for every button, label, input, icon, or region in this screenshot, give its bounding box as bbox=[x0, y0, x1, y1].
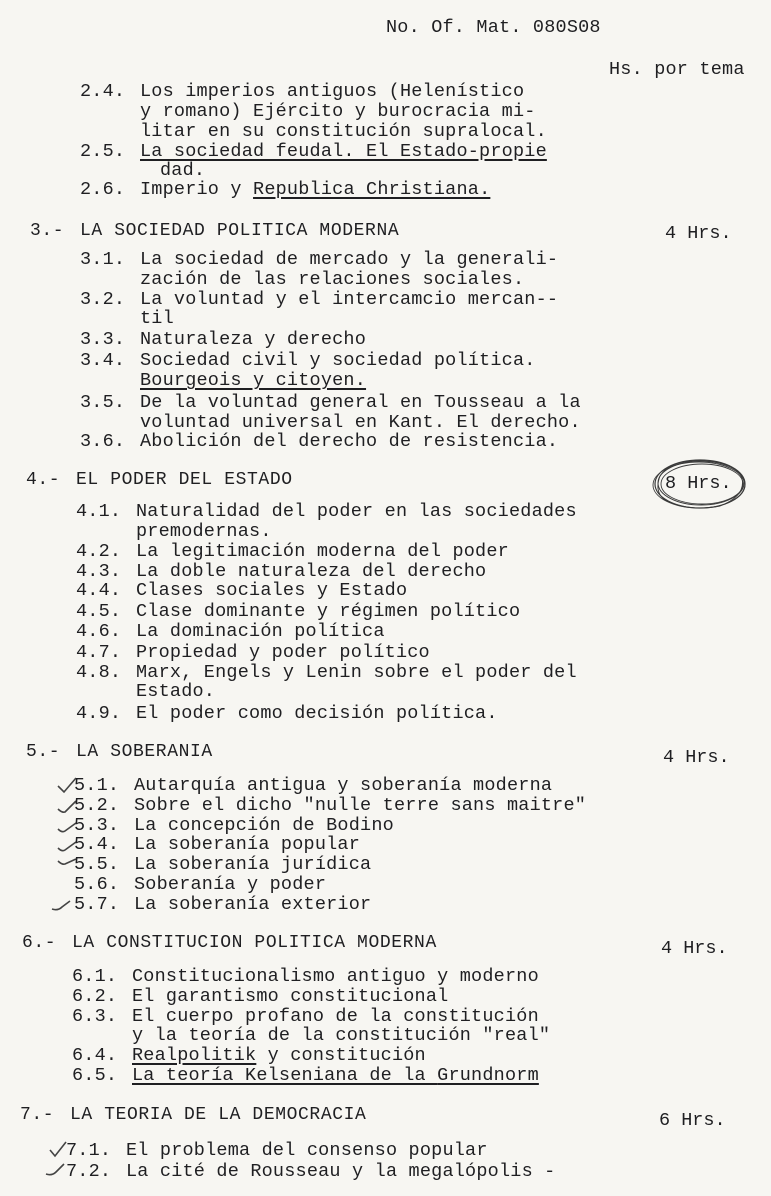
item-text: dad. bbox=[160, 160, 206, 181]
item-text: y la teoría de la constitución "real" bbox=[132, 1025, 551, 1046]
check-mark-icon bbox=[50, 895, 72, 913]
item-text: La soberanía popular bbox=[134, 834, 361, 855]
item-number: 5.3. bbox=[74, 815, 120, 836]
section-6-hours: 4 Hrs. bbox=[661, 938, 728, 959]
item-number: 6.2. bbox=[72, 986, 118, 1007]
item-text: Naturaleza y derecho bbox=[140, 329, 367, 350]
item-text: El garantismo constitucional bbox=[132, 986, 449, 1007]
item-number: 4.7. bbox=[76, 642, 122, 663]
item-number: 5.6. bbox=[74, 874, 120, 895]
section-3-title: LA SOCIEDAD POLITICA MODERNA bbox=[80, 221, 400, 241]
item-number: 4.2. bbox=[76, 541, 122, 562]
item-number: 3.2. bbox=[80, 289, 126, 310]
item-number: 4.5. bbox=[76, 601, 122, 622]
item-text: Abolición del derecho de resistencia. bbox=[140, 431, 559, 452]
item-text: litar en su constitución supralocal. bbox=[140, 121, 547, 142]
item-text: voluntad universal en Kant. El derecho. bbox=[140, 412, 581, 433]
item-text: Sociedad civil y sociedad política. bbox=[140, 350, 536, 371]
item-number: 7.2. bbox=[66, 1161, 112, 1182]
section-4-title: EL PODER DEL ESTADO bbox=[76, 470, 293, 490]
item-text: La legitimación moderna del poder bbox=[136, 541, 509, 562]
section-7-hours: 6 Hrs. bbox=[659, 1110, 726, 1131]
section-3-number: 3.- bbox=[30, 221, 65, 241]
item-text: Realpolitik y constitución bbox=[132, 1045, 426, 1066]
item-number: 2.6. bbox=[80, 179, 126, 200]
item-number: 2.5. bbox=[80, 141, 126, 162]
item-number: 6.3. bbox=[72, 1006, 118, 1027]
item-number: 5.2. bbox=[74, 795, 120, 816]
item-text: El poder como decisión política. bbox=[136, 703, 498, 724]
item-text: La sociedad feudal. El Estado-propie bbox=[140, 141, 547, 162]
item-number: 4.1. bbox=[76, 501, 122, 522]
item-number: 3.6. bbox=[80, 431, 126, 452]
item-number: 4.6. bbox=[76, 621, 122, 642]
item-text: La teoría Kelseniana de la Grundnorm bbox=[132, 1065, 539, 1086]
item-text: Propiedad y poder político bbox=[136, 642, 430, 663]
item-number: 5.4. bbox=[74, 834, 120, 855]
item-text: Los imperios antiguos (Helenístico bbox=[140, 81, 525, 102]
item-number: 3.1. bbox=[80, 249, 126, 270]
item-text: El cuerpo profano de la constitución bbox=[132, 1006, 539, 1027]
item-text: Autarquía antigua y soberanía moderna bbox=[134, 775, 553, 796]
section-3-hours: 4 Hrs. bbox=[665, 223, 732, 244]
check-mark-icon bbox=[44, 1160, 66, 1178]
item-text: y romano) Ejército y burocracia mi- bbox=[140, 101, 536, 122]
section-6-title: LA CONSTITUCION POLITICA MODERNA bbox=[72, 933, 437, 953]
item-number: 3.3. bbox=[80, 329, 126, 350]
item-number: 4.8. bbox=[76, 662, 122, 683]
item-text: La dominación política bbox=[136, 621, 385, 642]
underlined-term: Bourgeois y citoyen. bbox=[140, 370, 367, 391]
item-number: 7.1. bbox=[66, 1140, 112, 1161]
item-text: Imperio y Republica Christiana. bbox=[140, 179, 491, 200]
item-text: La soberanía exterior bbox=[134, 894, 372, 915]
section-5-title: LA SOBERANIA bbox=[76, 742, 213, 762]
item-text: Constitucionalismo antiguo y moderno bbox=[132, 966, 539, 987]
item-number: 6.4. bbox=[72, 1045, 118, 1066]
item-number: 6.1. bbox=[72, 966, 118, 987]
item-text: Soberanía y poder bbox=[134, 874, 327, 895]
item-text: premodernas. bbox=[136, 521, 272, 542]
underlined-term: Realpolitik bbox=[132, 1045, 257, 1066]
item-text: Clases sociales y Estado bbox=[136, 580, 408, 601]
item-text: La concepción de Bodino bbox=[134, 815, 394, 836]
item-text: De la voluntad general en Tousseau a la bbox=[140, 392, 581, 413]
section-5-number: 5.- bbox=[26, 742, 61, 762]
underlined-term: Republica Christiana. bbox=[253, 179, 491, 200]
section-5-hours: 4 Hrs. bbox=[663, 747, 730, 768]
item-number: 5.5. bbox=[74, 854, 120, 875]
item-number: 4.9. bbox=[76, 703, 122, 724]
underlined-term: Grundnorm bbox=[437, 1065, 539, 1086]
hours-column-header: Hs. por tema bbox=[609, 59, 745, 80]
item-text: La sociedad de mercado y la generali- bbox=[140, 249, 559, 270]
item-number: 4.4. bbox=[76, 580, 122, 601]
item-text: Clase dominante y régimen político bbox=[136, 601, 521, 622]
item-text: La voluntad y el intercamcio mercan-- bbox=[140, 289, 559, 310]
section-6-number: 6.- bbox=[22, 933, 57, 953]
item-text: Naturalidad del poder en las sociedades bbox=[136, 501, 577, 522]
item-number: 3.4. bbox=[80, 350, 126, 371]
item-text: La cité de Rousseau y la megalópolis - bbox=[126, 1161, 556, 1182]
item-text: til bbox=[140, 308, 174, 329]
item-number: 4.3. bbox=[76, 561, 122, 582]
item-text: La doble naturaleza del derecho bbox=[136, 561, 487, 582]
item-number: 2.4. bbox=[80, 81, 126, 102]
item-number: 5.1. bbox=[74, 775, 120, 796]
item-number: 3.5. bbox=[80, 392, 126, 413]
item-text: Marx, Engels y Lenin sobre el poder del bbox=[136, 662, 577, 683]
item-text: La soberanía jurídica bbox=[134, 854, 372, 875]
item-number: 5.7. bbox=[74, 894, 120, 915]
section-7-title: LA TEORIA DE LA DEMOCRACIA bbox=[70, 1105, 367, 1125]
item-number: 6.5. bbox=[72, 1065, 118, 1086]
section-4-hours: 8 Hrs. bbox=[665, 473, 732, 494]
mat-code: No. Of. Mat. 080S08 bbox=[386, 17, 601, 38]
item-text: El problema del consenso popular bbox=[126, 1140, 488, 1161]
section-4-number: 4.- bbox=[26, 470, 61, 490]
item-text: zación de las relaciones sociales. bbox=[140, 269, 525, 290]
item-text: Sobre el dicho "nulle terre sans maitre" bbox=[134, 795, 587, 816]
item-text: Estado. bbox=[136, 681, 216, 702]
section-7-number: 7.- bbox=[20, 1105, 55, 1125]
